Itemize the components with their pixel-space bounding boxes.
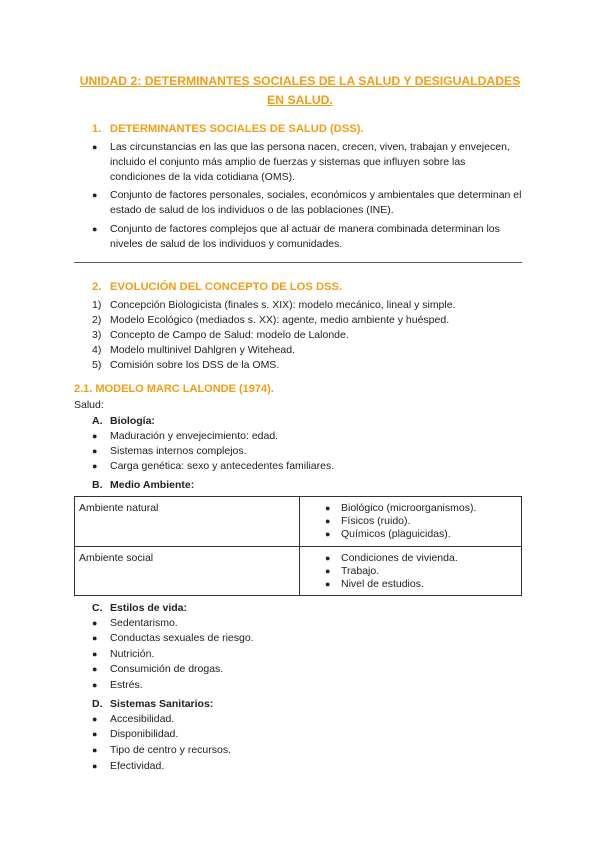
list-item bbox=[92, 759, 522, 774]
list-item bbox=[92, 662, 522, 677]
bullet-icon: ● bbox=[92, 729, 98, 739]
table-list-item-text: Trabajo. bbox=[341, 565, 380, 577]
bullet-icon: ● bbox=[92, 761, 98, 771]
bullet-icon: ● bbox=[325, 553, 331, 563]
list-item bbox=[92, 743, 522, 758]
list-item-text: Conjunto de factores complejos que al actuar de manera combinada determinan los niveles de salud de los individuos y comunidades. bbox=[110, 223, 500, 250]
section-1-number: 1. bbox=[92, 123, 102, 135]
item-text: Concepto de Campo de Salud: modelo de Lalonde. bbox=[110, 329, 349, 341]
intro-label: Salud: bbox=[74, 399, 104, 411]
list-item bbox=[92, 678, 522, 693]
list-item bbox=[92, 631, 522, 646]
bullet-icon: ● bbox=[92, 190, 98, 200]
bullet-icon: ● bbox=[92, 714, 98, 724]
item-number: 2) bbox=[92, 314, 102, 326]
bullet-icon: ● bbox=[92, 618, 98, 628]
list-item-text: Carga genética: sexo y antecedentes familiares. bbox=[110, 460, 335, 472]
table-list-item-text: Condiciones de vivienda. bbox=[341, 552, 458, 564]
list-item bbox=[92, 429, 522, 444]
bullet-icon: ● bbox=[325, 529, 331, 539]
list-item-text: Nutrición. bbox=[110, 648, 155, 660]
list-item-text: Estrés. bbox=[110, 679, 143, 691]
list-item bbox=[92, 647, 522, 662]
category-title: Sistemas Sanitarios: bbox=[110, 698, 214, 710]
list-item bbox=[92, 140, 522, 185]
list-item-text: Efectividad. bbox=[110, 760, 165, 772]
item-number: 1) bbox=[92, 299, 102, 311]
subsection-heading: 2.1. MODELO MARC LALONDE (1974). bbox=[74, 383, 274, 395]
list-item-text: Disponibilidad. bbox=[110, 728, 179, 740]
item-number: 4) bbox=[92, 344, 102, 356]
item-number: 5) bbox=[92, 359, 102, 371]
bullet-icon: ● bbox=[325, 516, 331, 526]
bullet-icon: ● bbox=[92, 633, 98, 643]
category-letter: B. bbox=[92, 479, 103, 491]
list-item bbox=[92, 616, 522, 631]
item-text: Modelo Ecológico (mediados s. XX): agente, medio ambiente y huésped. bbox=[110, 314, 450, 326]
list-item bbox=[92, 188, 522, 218]
list-item-text: Conductas sexuales de riesgo. bbox=[110, 632, 254, 644]
list-item-text: Sedentarismo. bbox=[110, 617, 178, 629]
bullet-icon: ● bbox=[92, 461, 98, 471]
bullet-icon: ● bbox=[92, 680, 98, 690]
table-list-item-text: Químicos (plaguicidas). bbox=[341, 528, 451, 540]
table-list-item-text: Nivel de estudios. bbox=[341, 578, 424, 590]
list-item-text: Maduración y envejecimiento: edad. bbox=[110, 430, 279, 442]
list-item bbox=[92, 712, 522, 727]
environment-table bbox=[74, 496, 522, 596]
table-list-item-text: Físicos (ruido). bbox=[341, 515, 411, 527]
section-2-number: 2. bbox=[92, 281, 102, 293]
list-item bbox=[92, 444, 522, 459]
list-item-text: Las circunstancias en las que las persona nacen, crecen, viven, trabajan y envejecen, incluido el conjunto más amplio de fuerzas y sistemas que influyen sobre las condiciones de la vida cotidiana (OMS). bbox=[110, 141, 510, 183]
bullet-icon: ● bbox=[92, 142, 98, 152]
item-text: Comisión sobre los DSS de la OMS. bbox=[110, 359, 280, 371]
list-item bbox=[92, 727, 522, 742]
category-letter: A. bbox=[92, 415, 103, 427]
bullet-icon: ● bbox=[92, 224, 98, 234]
category-letter: C. bbox=[92, 602, 103, 614]
table-list-item-text: Biológico (microorganismos). bbox=[341, 502, 477, 514]
bullet-icon: ● bbox=[92, 664, 98, 674]
list-item bbox=[92, 459, 522, 474]
bullet-icon: ● bbox=[325, 503, 331, 513]
table-cell-label: Ambiente natural bbox=[79, 502, 159, 514]
horizontal-divider bbox=[74, 262, 522, 263]
list-item-text: Accesibilidad. bbox=[110, 713, 175, 725]
list-item-text: Consumición de drogas. bbox=[110, 663, 224, 675]
page-title: UNIDAD 2: DETERMINANTES SOCIALES DE LA SALUD Y DESIGUALDADES EN SALUD. bbox=[79, 74, 521, 107]
bullet-icon: ● bbox=[92, 745, 98, 755]
bullet-icon: ● bbox=[325, 566, 331, 576]
list-item-text: Tipo de centro y recursos. bbox=[110, 744, 231, 756]
list-item-text: Conjunto de factores personales, sociales, económicos y ambientales que determinan el estado de salud de los individuos o de las poblaciones (INE). bbox=[110, 189, 522, 216]
item-text: Concepción Biologicista (finales s. XIX): modelo mecánico, lineal y simple. bbox=[110, 299, 456, 311]
bullet-icon: ● bbox=[325, 579, 331, 589]
category-letter: D. bbox=[92, 698, 103, 710]
table-cell-label: Ambiente social bbox=[79, 552, 154, 564]
category-title: Estilos de vida: bbox=[110, 602, 188, 614]
item-number: 3) bbox=[92, 329, 102, 341]
table-row-divider bbox=[75, 546, 521, 547]
bullet-icon: ● bbox=[92, 446, 98, 456]
category-title: Biología: bbox=[110, 415, 155, 427]
section-2-title: EVOLUCIÓN DEL CONCEPTO DE LOS DSS. bbox=[110, 281, 343, 293]
bullet-icon: ● bbox=[92, 649, 98, 659]
section-1-title: DETERMINANTES SOCIALES DE SALUD (DSS). bbox=[110, 123, 364, 135]
list-item bbox=[92, 222, 522, 252]
bullet-icon: ● bbox=[92, 431, 98, 441]
category-title: Medio Ambiente: bbox=[110, 479, 195, 491]
item-text: Modelo multinivel Dahlgren y Witehead. bbox=[110, 344, 296, 356]
list-item-text: Sistemas internos complejos. bbox=[110, 445, 247, 457]
